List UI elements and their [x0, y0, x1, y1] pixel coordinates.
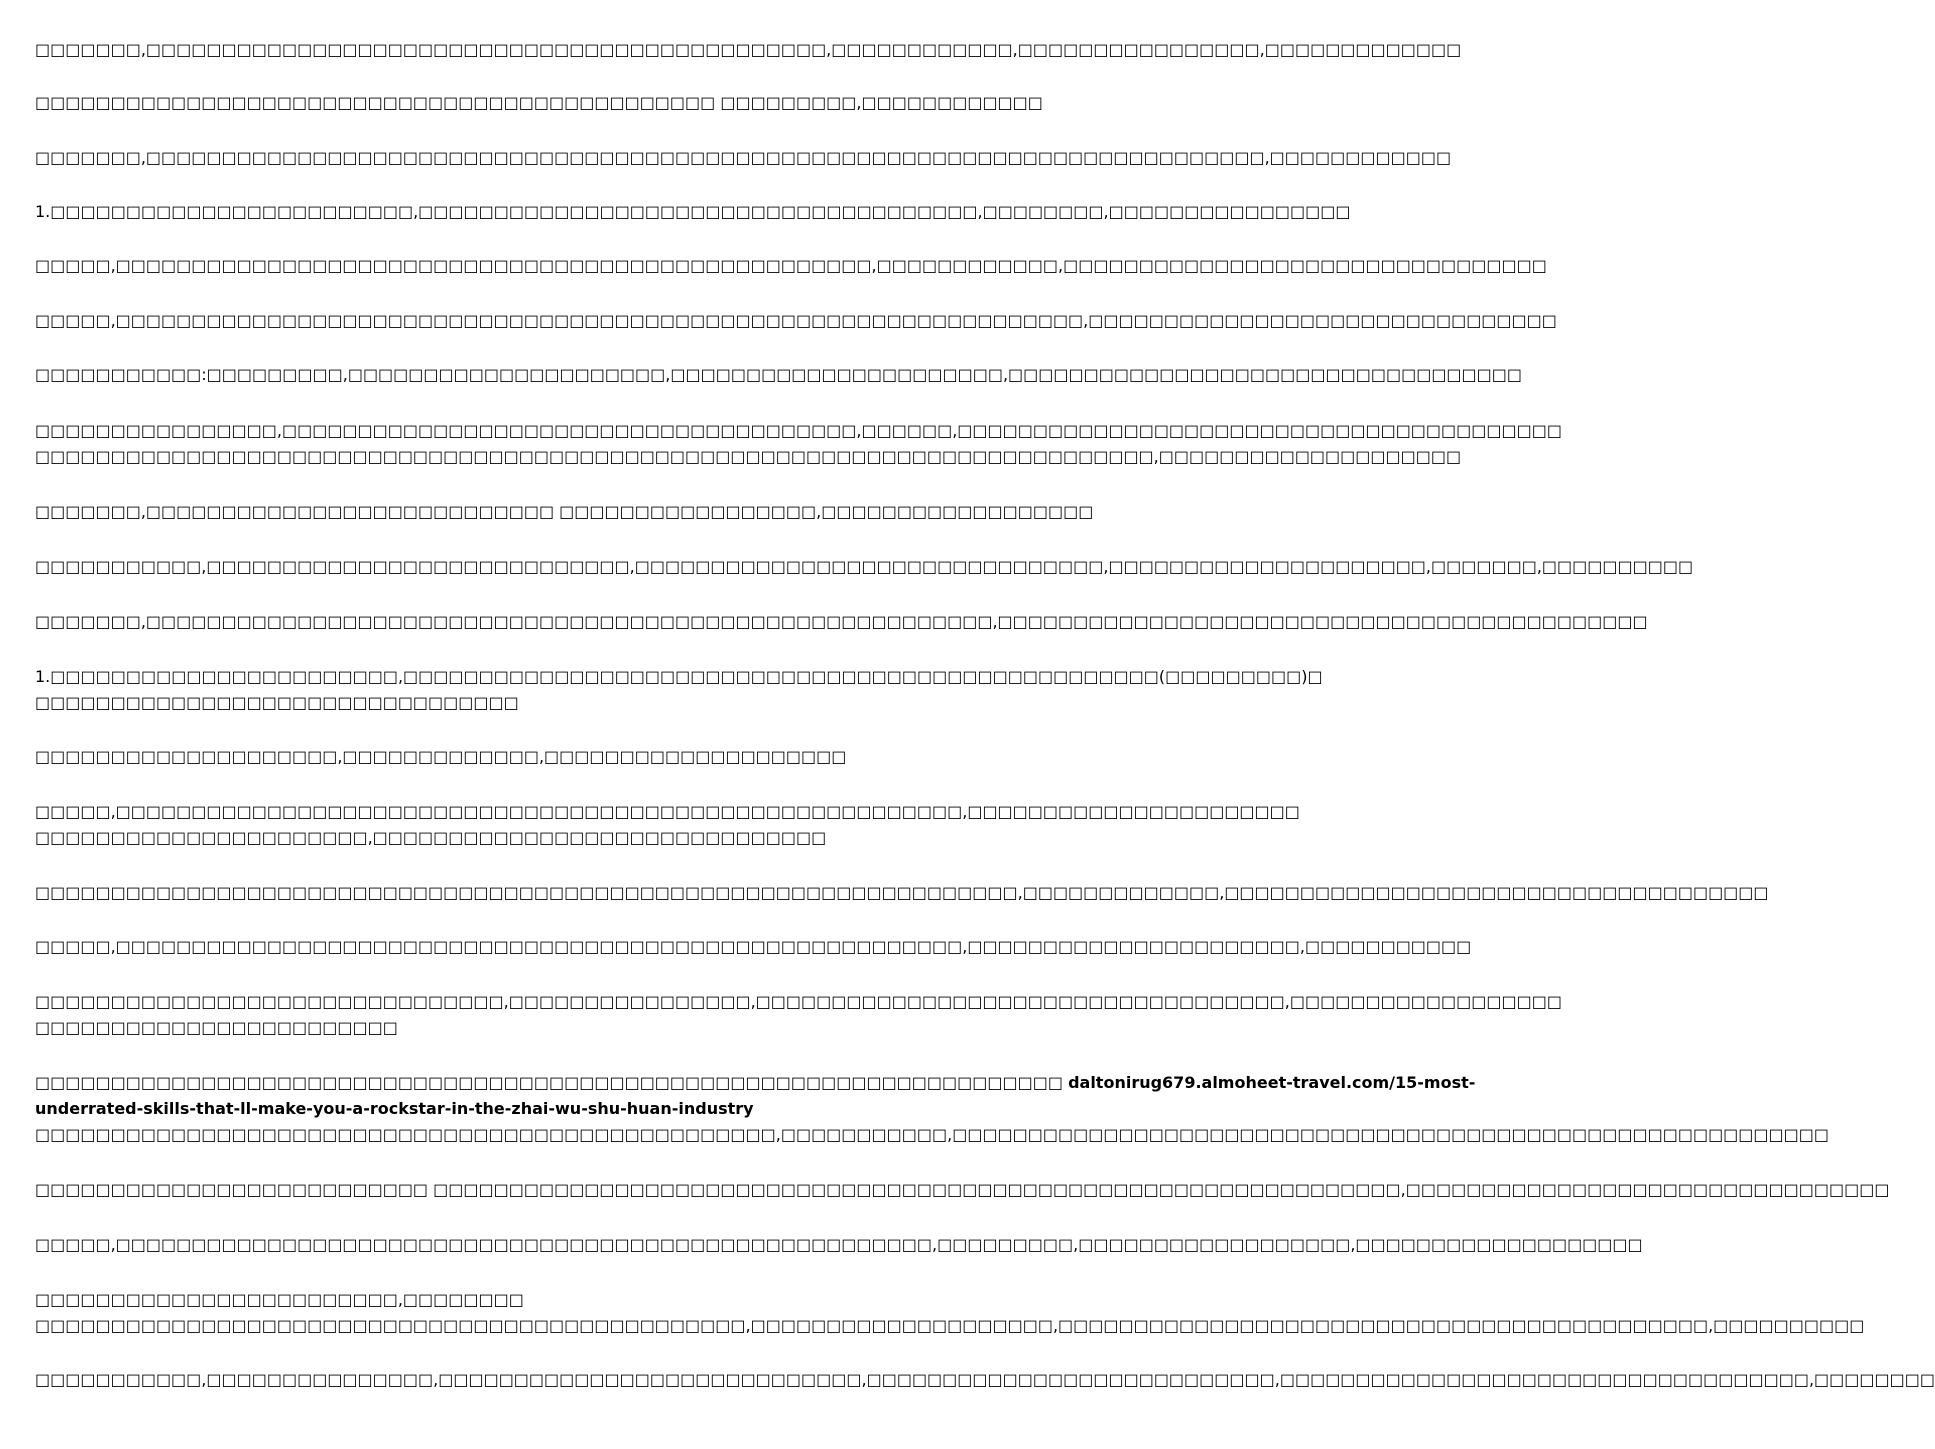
paragraph — [35, 744, 990, 770]
paragraph-line: □□□□□,□□□□□□□□□□□□□□□□□□□□□□□□□□□□□□□□□□□□□□□□□□□□□□□□□□□□□□,□□□□□□□□□,□□□□□□□□□□□□□□□□□□,□□□□□□□□□□□□□□□□□□□ — [35, 1235, 1643, 1254]
paragraph — [35, 418, 1562, 470]
paragraph-line: □□□□□□□□□□□□□□□□□□□□,□□□□□□□□□□□□□,□□□□□□□□□□□□□□□□□□□□ — [35, 747, 847, 766]
paragraph — [35, 934, 1472, 960]
paragraph-line: □□□□□□□□□□□,□□□□□□□□□□□□□□□□□□□□□□□□□□□□,□□□□□□□□□□□□□□□□□□□□□□□□□□□□□□□,□□□□□□□□□□□□□□□□□□□□□,□□□□□□□,□□□□□□□□□□ — [35, 557, 1694, 576]
paragraph-line: □□□□□□□□□□□,□□□□□□□□□□□□□□□,□□□□□□□□□□□□□□□□□□□□□□□□□□□□,□□□□□□□□□□□□□□□□□□□□□□□□□□□,□□□□□□□□□□□□□□□□□□□□□□□□□□□□□□□□□□□,□□□□□□□□ — [35, 1370, 1935, 1389]
document-body — [35, 0, 1935, 1449]
paragraph — [35, 554, 1694, 580]
paragraph — [35, 664, 1323, 716]
paragraph — [35, 880, 1769, 906]
paragraph — [35, 145, 1452, 171]
paragraph — [35, 37, 1462, 63]
paragraph-line: □□□□□□□□□□□□□□□□□□□□□□□□□□□□□□□,□□□□□□□□□□□□□□□□,□□□□□□□□□□□□□□□□□□□□□□□□□□□□□□□□□□□,□□□□□□□□□□□□□□□□□□ — [35, 992, 1562, 1011]
paragraph — [35, 989, 1562, 1041]
paragraph-line: □□□□□□□□□□□□□□□□□□□□□□□□□□ □□□□□□□□□□□□□□□□□□□□□□□□□□□□□□□□□□□□□□□□□□□□□□□□□□□□□□□□□□□□□□□□,□□□□□□□□□□□□□□□□□□□□□□□□□□□□□□□□ — [35, 1180, 1890, 1199]
paragraph — [35, 499, 1094, 525]
paragraph-line: □□□□□,□□□□□□□□□□□□□□□□□□□□□□□□□□□□□□□□□□□□□□□□□□□□□□□□□□,□□□□□□□□□□□□,□□□□□□□□□□□□□□□□□□□□□□□□□□□□□□□□ — [35, 256, 1547, 275]
paragraph — [35, 253, 1547, 279]
paragraph-line: 1.□□□□□□□□□□□□□□□□□□□□□□□□,□□□□□□□□□□□□□□□□□□□□□□□□□□□□□□□□□□□□□,□□□□□□□□,□□□□□□□□□□□□□□□□ — [35, 202, 1351, 221]
paragraph-line: □□□□□,□□□□□□□□□□□□□□□□□□□□□□□□□□□□□□□□□□□□□□□□□□□□□□□□□□□□□□□□,□□□□□□□□□□□□□□□□□□□□□□,□□□□□□□□□□□ — [35, 937, 1472, 956]
paragraph-line: □□□□□□□,□□□□□□□□□□□□□□□□□□□□□□□□□□□□□□□□□□□□□□□□□□□□□□□□□□□□□□□□□□□□□□□□□□□□□□□□□□,□□□□□□□□□□□□ — [35, 148, 1452, 167]
paragraph-line: 1.□□□□□□□□□□□□□□□□□□□□□□□,□□□□□□□□□□□□□□□□□□□□□□□□□□□□□□□□□□□□□□□□□□□□□□□□□□(□□□□□□□□□)□ — [35, 667, 1323, 686]
paragraph-lead-text: □□□□□□□□□□□□□□□□□□□□□□□□□□□□□□□□□□□□□□□□□□□□□□□□□□□□□□□□□□□□□□□□□□□□ — [35, 1073, 1069, 1092]
paragraph — [35, 90, 1043, 116]
paragraph-line: □□□□□□□□□□□:□□□□□□□□□,□□□□□□□□□□□□□□□□□□□□□,□□□□□□□□□□□□□□□□□□□□□□,□□□□□□□□□□□□□□□□□□□□□□□□□□□□□□□□□□ — [35, 365, 1523, 384]
paragraph-line — [35, 1096, 990, 1122]
paragraph-line: □□□□□□□□□□□□□□□□□□□□□□□□□□□□□□□□□□□□□□□□□□□□□□□□□,□□□□□□□□□□□,□□□□□□□□□□□□□□□□□□□□□□□□□□□□□□□□□□□□□□□□□□□□□□□□□□□□□□□□□□ — [35, 1125, 1829, 1144]
link-paragraph — [35, 1070, 1829, 1148]
paragraph — [35, 308, 1557, 334]
article-link-continued[interactable]: underrated-skills-that-ll-make-you-a-rockstar-in-the-zhai-wu-shu-huan-industry — [35, 1099, 754, 1118]
paragraph — [35, 362, 1523, 388]
paragraph-line: □□□□□□□□□□□□□□□□□□□□□□□□□□□□□□□□ — [35, 693, 519, 712]
paragraph-line: □□□□□□□□□□□□□□□□□□□□□□,□□□□□□□□□□□□□□□□□□□□□□□□□□□□□□ — [35, 828, 827, 847]
paragraph — [35, 1287, 1865, 1339]
paragraph-line: □□□□□□□,□□□□□□□□□□□□□□□□□□□□□□□□□□□□□□□□□□□□□□□□□□□□□□□□□□□□□□□□,□□□□□□□□□□□□□□□□□□□□□□□□□□□□□□□□□□□□□□□□□□□ — [35, 612, 1648, 631]
article-link[interactable]: daltonirug679.almoheet-travel.com/15-most- — [1068, 1073, 1476, 1092]
paragraph-line: □□□□□□□,□□□□□□□□□□□□□□□□□□□□□□□□□□□ □□□□□□□□□□□□□□□□□,□□□□□□□□□□□□□□□□□□ — [35, 502, 1094, 521]
paragraph-line: □□□□□□□□□□□□□□□□□□□□□□□□□□□□□□□□□□□□□□□□□□□□□□□□□□□□□□□□□□□□□□□□□□□□□□□□□□,□□□□□□□□□□□□□□□□□□□□ — [35, 447, 1462, 466]
paragraph — [35, 1177, 1890, 1203]
paragraph-line: □□□□□□□,□□□□□□□□□□□□□□□□□□□□□□□□□□□□□□□□□□□□□□□□□□□□□,□□□□□□□□□□□□,□□□□□□□□□□□□□□□□,□□□□□□□□□□□□□ — [35, 40, 1462, 59]
paragraph — [35, 799, 1300, 851]
paragraph — [35, 199, 1351, 225]
paragraph-line: □□□□□□□□□□□□□□□□,□□□□□□□□□□□□□□□□□□□□□□□□□□□□□□□□□□□□□□,□□□□□□,□□□□□□□□□□□□□□□□□□□□□□□□□□□□□□□□□□□□□□□□ — [35, 421, 1562, 440]
paragraph-line — [35, 1070, 1476, 1096]
paragraph-line: □□□□□□□□□□□□□□□□□□□□□□□□,□□□□□□□□ — [35, 1290, 524, 1309]
paragraph-line: □□□□□□□□□□□□□□□□□□□□□□□□□□□□□□□□□□□□□□□□□□□□□□□□□□□□□□□□□□□□□□□□□,□□□□□□□□□□□□□,□□□□□□□□□□□□□□□□□□□□□□□□□□□□□□□□□□□□ — [35, 883, 1769, 902]
paragraph — [35, 609, 1648, 635]
paragraph-line: □□□□□,□□□□□□□□□□□□□□□□□□□□□□□□□□□□□□□□□□□□□□□□□□□□□□□□□□□□□□□□,□□□□□□□□□□□□□□□□□□□□□□ — [35, 802, 1300, 821]
paragraph-line: □□□□□□□□□□□□□□□□□□□□□□□□□□□□□□□□□□□□□□□□□□□□□□□,□□□□□□□□□□□□□□□□□□□□,□□□□□□□□□□□□□□□□□□□□□□□□□□□□□□□□□□□□□□□□□□□,□□□□□□□□□□ — [35, 1316, 1865, 1335]
paragraph-line: □□□□□,□□□□□□□□□□□□□□□□□□□□□□□□□□□□□□□□□□□□□□□□□□□□□□□□□□□□□□□□□□□□□□□□,□□□□□□□□□□□□□□□□□□□□□□□□□□□□□□□ — [35, 311, 1557, 330]
paragraph — [35, 1232, 1643, 1258]
paragraph — [35, 1367, 1935, 1393]
paragraph-line: □□□□□□□□□□□□□□□□□□□□□□□□□□□□□□□□□□□□□□□□□□□□□ □□□□□□□□□,□□□□□□□□□□□□ — [35, 93, 1043, 112]
paragraph-line: □□□□□□□□□□□□□□□□□□□□□□□□ — [35, 1018, 398, 1037]
